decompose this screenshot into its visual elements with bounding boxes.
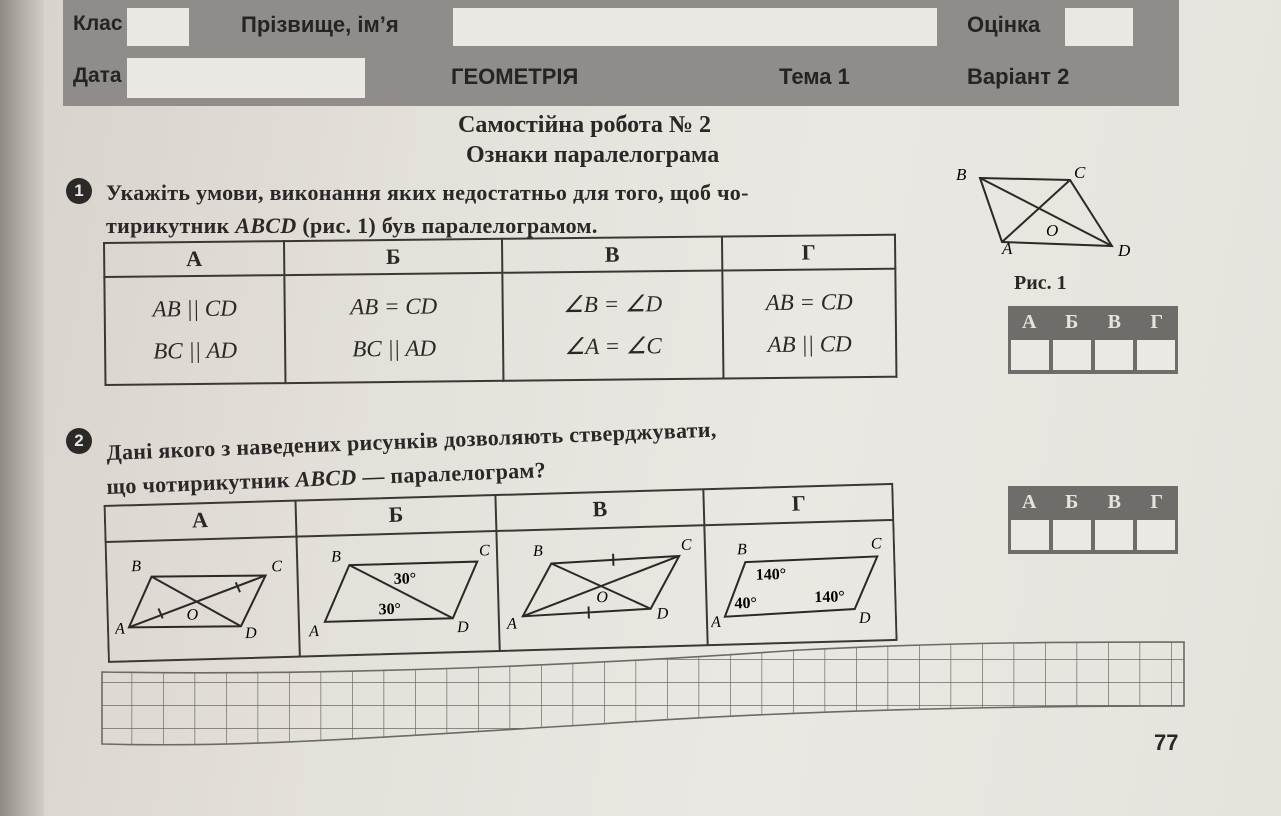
fig1-label-a: A xyxy=(1002,239,1013,258)
q1-option-v: ∠B = ∠D ∠A = ∠C xyxy=(502,271,723,381)
q1-header-v: В xyxy=(502,237,722,273)
q1-header-a: А xyxy=(104,241,284,277)
svg-text:C: C xyxy=(478,542,490,560)
answer-1-cell-g[interactable] xyxy=(1137,340,1175,370)
work-subtitle: Ознаки паралелограма xyxy=(466,142,720,168)
answer-1-label-g: Г xyxy=(1150,311,1164,333)
q1-header-b: Б xyxy=(284,239,502,275)
q2-figure-g xyxy=(708,522,895,637)
svg-text:O: O xyxy=(596,588,609,607)
answer-2-label-b: Б xyxy=(1065,491,1079,513)
class-field[interactable] xyxy=(127,8,189,46)
q1-option-b: AB = CD BC || AD xyxy=(284,273,503,383)
question-1-line2: тирикутник ABCD (рис. 1) був паралелограмом. xyxy=(106,213,598,238)
answer-2-cell-b[interactable] xyxy=(1053,520,1091,550)
question-1-number: 1 xyxy=(66,178,92,204)
svg-text:D: D xyxy=(858,609,871,627)
q1-option-g: AB = CD AB || CD xyxy=(722,269,896,379)
date-field[interactable] xyxy=(127,58,365,98)
answer-1-label-b: Б xyxy=(1065,311,1079,333)
svg-text:B: B xyxy=(330,548,342,566)
answer-2-cell-a[interactable] xyxy=(1011,520,1049,550)
grade-label: Оцінка xyxy=(967,12,1041,37)
question-2-line1: Дані якого з наведених рисунків дозволяють стверджувати, xyxy=(106,416,717,465)
svg-text:C: C xyxy=(870,535,882,553)
book-spine xyxy=(0,0,44,816)
answer-box-2 xyxy=(1008,486,1178,554)
q2-header-a: А xyxy=(191,507,209,533)
page-number: 77 xyxy=(1154,730,1179,755)
figure-1-caption: Рис. 1 xyxy=(1014,272,1067,294)
answer-2-label-a: А xyxy=(1022,491,1037,513)
fig-g-angle-a: 40° xyxy=(734,594,758,613)
answer-grid[interactable] xyxy=(100,636,1190,756)
svg-text:A: A xyxy=(308,623,320,641)
fig-g-angle-d: 140° xyxy=(814,588,846,607)
header-bar xyxy=(63,0,1179,106)
figure-1-parallelogram xyxy=(950,160,1140,270)
svg-text:D: D xyxy=(656,605,669,623)
fig1-label-d: D xyxy=(1118,241,1131,260)
question-1-options-table xyxy=(103,234,897,386)
answer-2-cell-g[interactable] xyxy=(1137,520,1175,550)
variant-label: Варіант 2 xyxy=(967,64,1070,89)
answer-box-1 xyxy=(1008,306,1178,374)
date-label: Дата xyxy=(73,64,122,87)
svg-text:B: B xyxy=(736,541,748,559)
q1-option-a: AB || CD BC || AD xyxy=(104,275,285,385)
answer-2-label-g: Г xyxy=(1150,491,1164,513)
svg-text:D: D xyxy=(244,624,257,643)
answer-1-cell-v[interactable] xyxy=(1095,340,1133,370)
svg-text:C: C xyxy=(680,536,692,554)
topic-label: Тема 1 xyxy=(779,64,850,89)
fig1-label-o: O xyxy=(1046,221,1059,240)
class-label: Клас xyxy=(73,12,123,35)
fig1-label-b: B xyxy=(956,165,967,184)
answer-1-label-v: В xyxy=(1107,311,1121,333)
q2-figure-a xyxy=(113,545,296,650)
name-field[interactable] xyxy=(453,8,937,46)
q1-header-g: Г xyxy=(722,235,895,271)
answer-2-label-v: В xyxy=(1107,491,1121,513)
fig1-label-c: C xyxy=(1074,163,1086,182)
answer-1-label-a: А xyxy=(1022,311,1037,333)
q2-header-v: В xyxy=(592,495,608,522)
svg-text:A: A xyxy=(114,620,126,638)
grade-field[interactable] xyxy=(1065,8,1133,46)
question-2-number: 2 xyxy=(66,428,92,454)
work-title: Самостійна робота № 2 xyxy=(458,112,712,138)
svg-text:A: A xyxy=(506,615,518,633)
answer-2-cell-v[interactable] xyxy=(1095,520,1133,550)
q2-header-b: Б xyxy=(388,501,404,528)
name-label: Прізвище, ім’я xyxy=(241,12,399,37)
fig-g-angle-b: 140° xyxy=(755,565,787,584)
svg-text:C: C xyxy=(271,558,283,576)
svg-text:D: D xyxy=(456,618,469,637)
question-2-line2: що чотирикутник ABCD — паралелограм? xyxy=(106,457,547,499)
subject-label: ГЕОМЕТРІЯ xyxy=(451,64,579,89)
svg-text:O: O xyxy=(186,606,199,624)
svg-text:B: B xyxy=(532,542,544,561)
fig-b-angle-top: 30° xyxy=(393,570,417,588)
answer-1-cell-b[interactable] xyxy=(1053,340,1091,370)
svg-text:A: A xyxy=(710,613,722,632)
q2-header-g: Г xyxy=(791,490,807,516)
question-1-line1: Укажіть умови, виконання яких недостатньо для того, щоб чо- xyxy=(106,180,749,205)
q2-figure-b xyxy=(305,535,498,644)
svg-text:B: B xyxy=(131,557,142,576)
answer-1-cell-a[interactable] xyxy=(1011,340,1049,370)
fig-b-angle-bottom: 30° xyxy=(378,600,402,619)
q2-figure-v xyxy=(502,527,705,639)
